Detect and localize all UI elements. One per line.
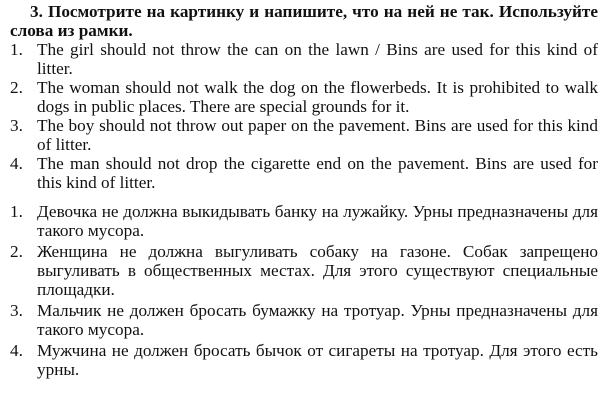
item-text: Мужчина не должен бросать бычок от сигареты на тротуар. Для этого есть урны. (37, 341, 598, 379)
item-number: 1. (10, 40, 23, 59)
list-item (10, 154, 598, 192)
list-item (10, 78, 598, 116)
english-answer-list (10, 40, 598, 192)
item-number: 3. (10, 301, 23, 320)
item-number: 4. (10, 154, 23, 173)
item-number: 2. (10, 78, 23, 97)
item-text: The girl should not throw the can on the lawn / Bins are used for this kind of litter. (37, 40, 598, 78)
item-text: The woman should not walk the dog on the flowerbeds. It is prohibited to walk dogs in public places. There are special grounds for it. (37, 78, 598, 116)
item-number: 3. (10, 116, 23, 135)
list-item (10, 116, 598, 154)
item-text: The man should not drop the cigarette end on the pavement. Bins are used for this kind of litter. (37, 154, 598, 192)
item-text: Женщина не должна выгуливать собаку на газоне. Собак запрещено выгуливать в общественных местах. Для этого существуют специальные площадки. (37, 242, 598, 299)
list-item (10, 242, 598, 299)
list-item (10, 40, 598, 78)
item-text: Мальчик не должен бросать бумажку на тротуар. Урны предназначены для такого мусора. (37, 301, 598, 339)
item-number: 1. (10, 202, 23, 221)
list-item (10, 341, 598, 379)
item-text: Девочка не должна выкидывать банку на лужайку. Урны предназначены для такого мусора. (37, 202, 598, 240)
item-text: The boy should not throw out paper on the pavement. Bins are used for this kind of litter. (37, 116, 598, 154)
russian-answer-list (10, 202, 598, 379)
item-number: 2. (10, 242, 23, 261)
task-heading: 3. Посмотрите на картинку и напишите, что на ней не так. Используйте слова из рамки. (10, 2, 598, 40)
item-number: 4. (10, 341, 23, 360)
list-item (10, 202, 598, 240)
list-item (10, 301, 598, 339)
